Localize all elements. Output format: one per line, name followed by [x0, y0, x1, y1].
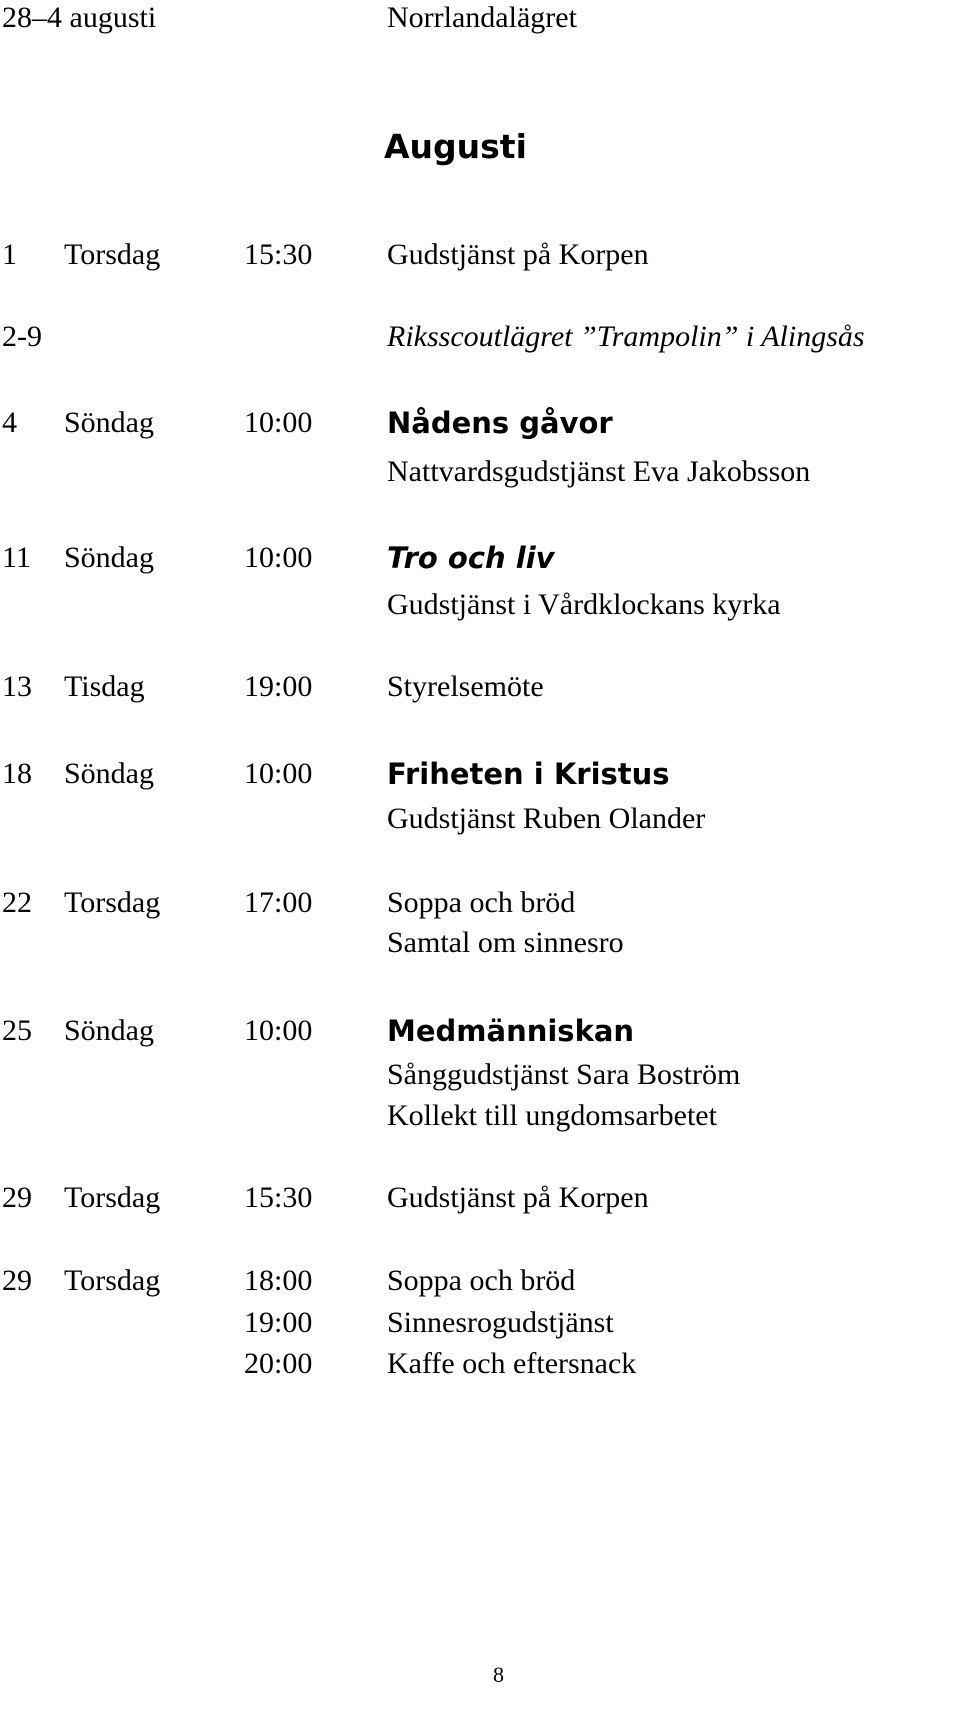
entry-day: 29 [2, 1264, 32, 1297]
entry-weekday: Söndag [64, 1014, 154, 1047]
entry-title: Soppa och bröd [387, 886, 576, 919]
entry-title: Styrelsemöte [387, 670, 544, 703]
entry-weekday: Torsdag [64, 1181, 161, 1214]
entry-weekday: Söndag [64, 757, 154, 790]
entry-detail: Sånggudstjänst Sara Boström [387, 1058, 741, 1091]
entry-weekday: Torsdag [64, 1264, 161, 1297]
entry-title: Friheten i Kristus [387, 757, 670, 791]
entry-day: 11 [2, 541, 31, 574]
entry-detail: Nattvardsgudstjänst Eva Jakobsson [387, 455, 811, 488]
entry-detail: Gudstjänst Ruben Olander [387, 802, 706, 835]
entry-title: Nådens gåvor [387, 406, 613, 440]
entry-day: 4 [2, 406, 17, 439]
entry-time: 10:00 [244, 406, 313, 439]
entry-day: 1 [2, 238, 17, 271]
entry-weekday: Söndag [64, 541, 154, 574]
entry-time: 19:00 [244, 670, 313, 703]
entry-time: 20:00 [244, 1347, 313, 1380]
entry-detail: Kollekt till ungdomsarbetet [387, 1099, 717, 1132]
entry-weekday: Torsdag [64, 886, 161, 919]
page-number: 8 [493, 1662, 504, 1687]
entry-day: 2-9 [2, 320, 42, 353]
entry-time: 10:00 [244, 1014, 313, 1047]
entry-day: 25 [2, 1014, 32, 1047]
entry-time: 19:00 [244, 1306, 313, 1339]
entry-title: Tro och liv [387, 541, 555, 575]
entry-weekday: Söndag [64, 406, 154, 439]
entry-title: Gudstjänst på Korpen [387, 238, 649, 271]
entry-time: 10:00 [244, 757, 313, 790]
header-event: Norrlandalägret [387, 1, 577, 34]
entry-time: 17:00 [244, 886, 313, 919]
header-dates: 28–4 augusti [2, 1, 157, 34]
entry-title: Soppa och bröd [387, 1264, 576, 1297]
entry-time: 10:00 [244, 541, 313, 574]
entry-title: Medmänniskan [387, 1014, 635, 1048]
entry-time: 15:30 [244, 1181, 313, 1214]
entry-day: 22 [2, 886, 32, 919]
entry-title: Gudstjänst på Korpen [387, 1181, 649, 1214]
entry-detail: Kaffe och eftersnack [387, 1347, 637, 1380]
entry-title: Riksscoutlägret ”Trampolin” i Alingsås [387, 320, 865, 353]
entry-day: 29 [2, 1181, 32, 1214]
entry-detail: Gudstjänst i Vårdklockans kyrka [387, 588, 781, 621]
entry-detail: Sinnesrogudstjänst [387, 1306, 614, 1339]
entry-time: 18:00 [244, 1264, 313, 1297]
entry-weekday: Tisdag [64, 670, 145, 703]
entry-detail: Samtal om sinnesro [387, 926, 624, 959]
month-title: Augusti [384, 127, 527, 166]
entry-weekday: Torsdag [64, 238, 161, 271]
entry-day: 13 [2, 670, 32, 703]
entry-day: 18 [2, 757, 32, 790]
entry-time: 15:30 [244, 238, 313, 271]
